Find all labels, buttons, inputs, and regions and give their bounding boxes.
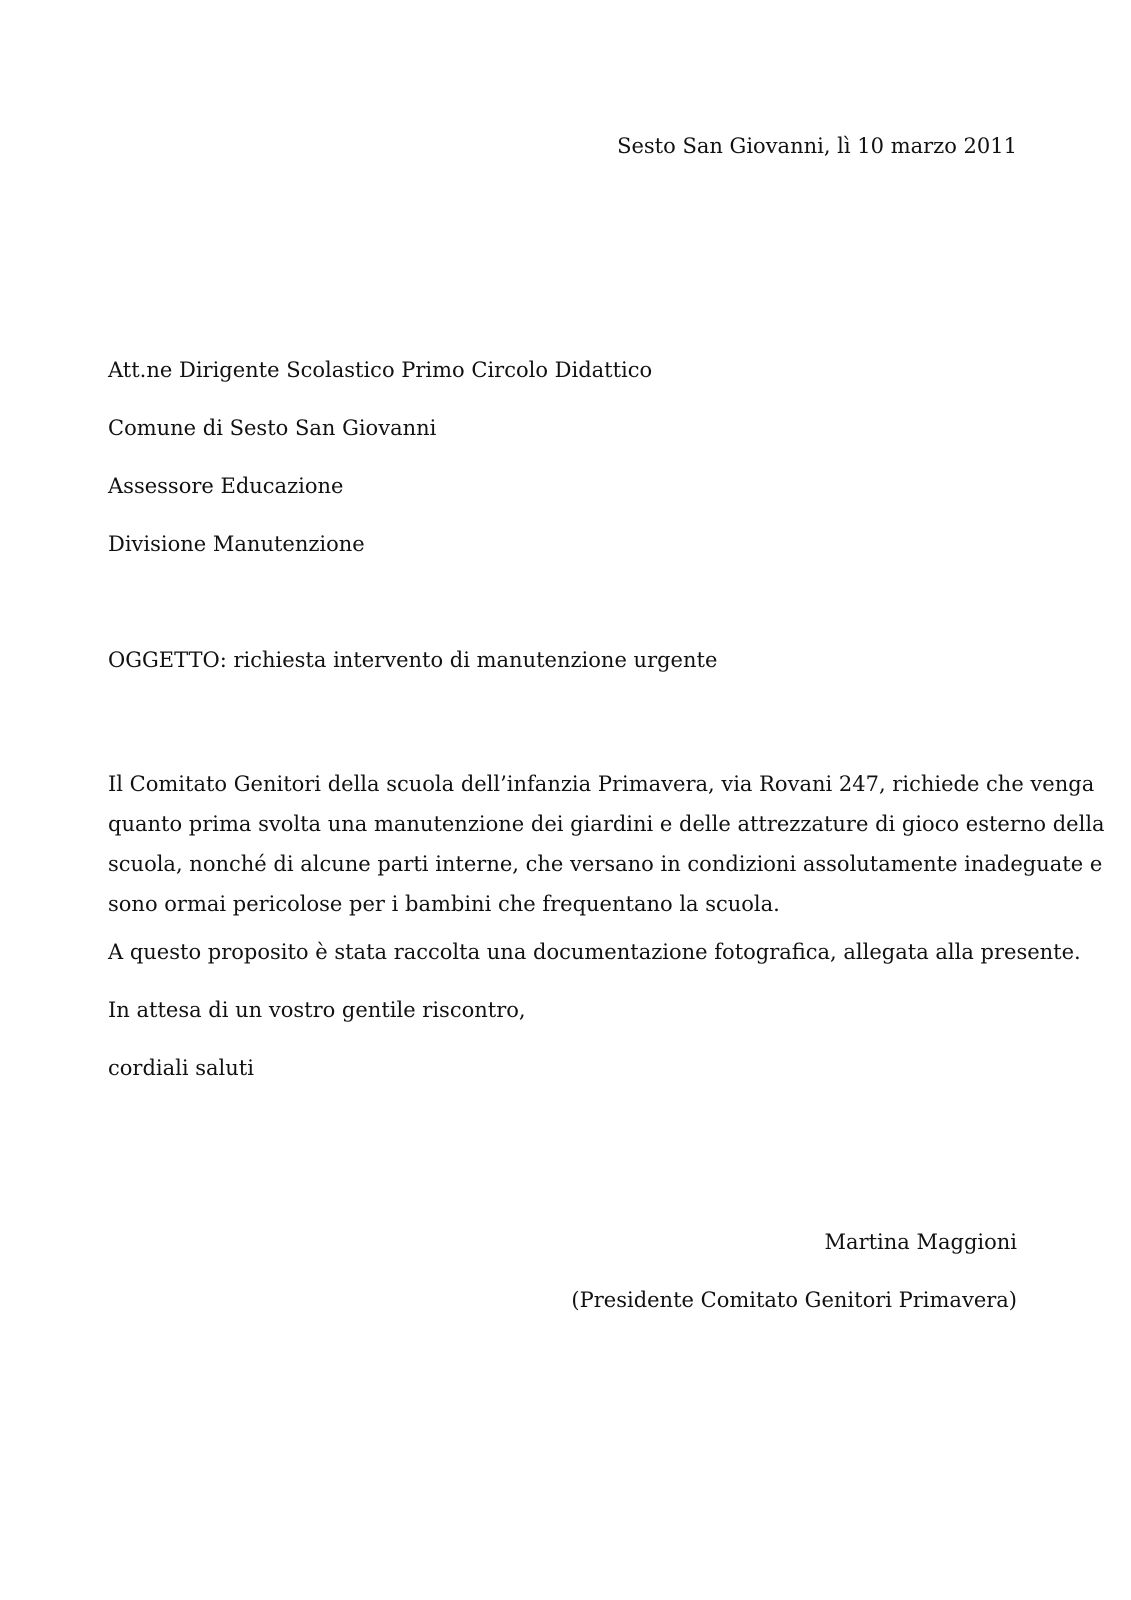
signatory-name: Martina Maggioni: [824, 1230, 1017, 1254]
documentation-line: A questo proposito è stata raccolta una documentazione fotografica, allegata alla presente.: [108, 940, 1081, 964]
recipient-line: Assessore Educazione: [108, 474, 344, 498]
closing-line: In attesa di un vostro gentile riscontro,: [108, 998, 526, 1022]
signatory-role: (Presidente Comitato Genitori Primavera): [571, 1288, 1017, 1312]
paragraph-line: Il Comitato Genitori della scuola dell’infanzia Primavera, via Rovani 247, richiede che venga: [108, 772, 1095, 796]
paragraph-line: quanto prima svolta una manutenzione dei giardini e delle attrezzature di gioco esterno della: [108, 812, 1105, 836]
recipient-line: Att.ne Dirigente Scolastico Primo Circolo Didattico: [108, 358, 653, 382]
recipient-line: Comune di Sesto San Giovanni: [108, 416, 437, 440]
date-line: Sesto San Giovanni, lì 10 marzo 2011: [617, 134, 1017, 158]
body-paragraph: [108, 764, 1105, 924]
recipient-line: Divisione Manutenzione: [108, 532, 365, 556]
closing-salutation: cordiali saluti: [108, 1056, 254, 1080]
paragraph-line: sono ormai pericolose per i bambini che frequentano la scuola.: [108, 892, 780, 916]
paragraph-line: scuola, nonché di alcune parti interne, che versano in condizioni assolutamente inadeguate e: [108, 852, 1103, 876]
subject-line: OGGETTO: richiesta intervento di manutenzione urgente: [108, 648, 718, 672]
